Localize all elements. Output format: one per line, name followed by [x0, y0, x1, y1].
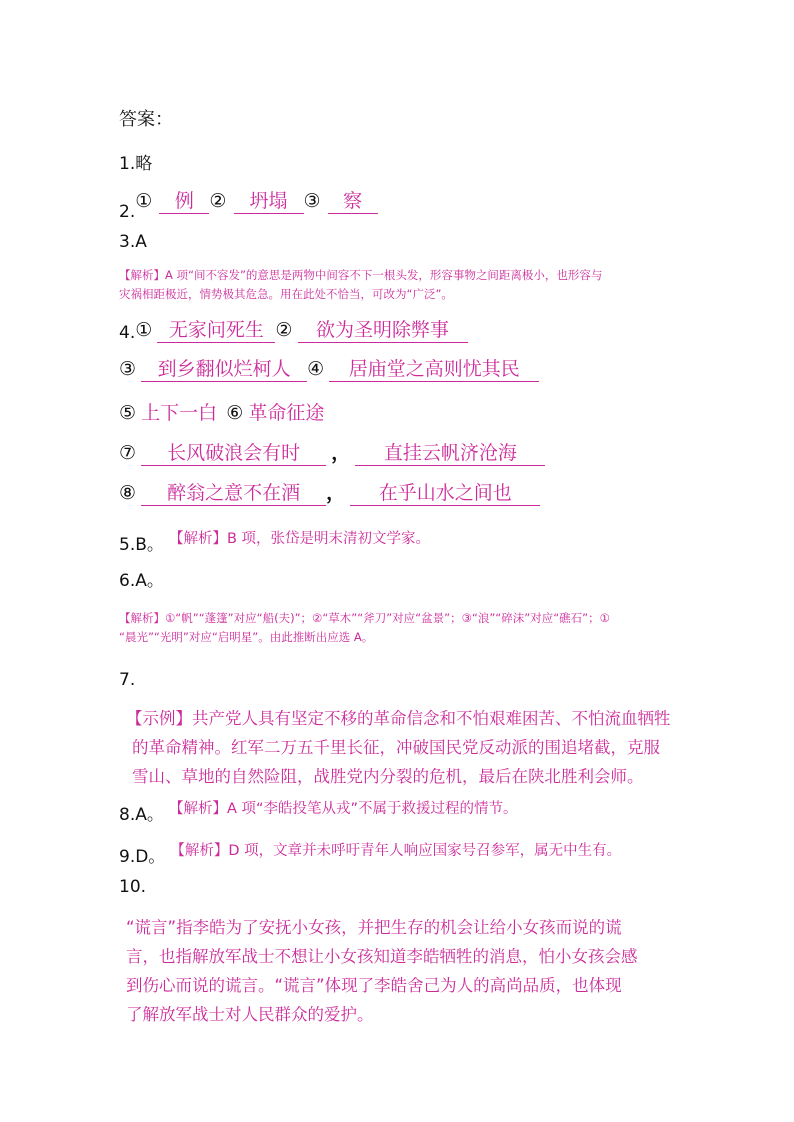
- q4-blank-8b: 在乎山水之间也: [350, 478, 540, 506]
- q4-comma-8: ，: [326, 482, 346, 504]
- q2-blank-1: 例: [159, 186, 209, 214]
- q4-blank-7b: 直挂云帆济沧海: [355, 438, 545, 466]
- q2-blank-3: 察: [328, 186, 378, 214]
- q3-analysis-line-2: 灾祸相距极近，情势极其危急。用在此处不恰当，可改为“广泛”。: [119, 287, 453, 301]
- q6-analysis-line-1: 【解析】①“帆”“蓬篷”对应“船(夫)”；②“草木”“斧刀”对应“盆景”；③“浪”“碎沫”对应“礁石”；①: [119, 611, 610, 625]
- q4-blank-7a: 长风破浪会有时: [141, 438, 326, 466]
- q4-blank-6: 革命征途: [248, 402, 325, 424]
- q2-circle-2: ②: [209, 190, 227, 212]
- q3-number: 3.A: [119, 232, 147, 252]
- q4-circle-5: ⑤: [119, 402, 137, 424]
- q4-number: 4.: [119, 323, 136, 343]
- q4-circle-1: ①: [135, 319, 153, 341]
- q4-comma-7: ，: [331, 442, 351, 464]
- q4-blank-5: 上下一白: [141, 402, 218, 424]
- q8-analysis: 【解析】A 项“李皓投笔从戎”不属于救援过程的情节。: [168, 801, 518, 817]
- q2-answer: [119, 186, 378, 222]
- q4-blank-1: 无家问死生: [157, 315, 275, 343]
- q4-blank-2: 欲为圣明除弊事: [298, 315, 468, 343]
- q9-answer: [119, 835, 622, 867]
- q6-number: 6.A。: [119, 571, 164, 591]
- q2-circle-3: ③: [303, 190, 321, 212]
- q2-circle-1: ①: [135, 190, 153, 212]
- q10-number: 10.: [119, 877, 147, 897]
- q4-circle-6: ⑥: [226, 402, 244, 424]
- q7-answer: [126, 704, 671, 791]
- q4-row-3: [119, 398, 324, 425]
- q3-analysis-line-1: 【解析】A 项“间不容发”的意思是两物中间容不下一根头发，形容事物之间距离极小，也形容与: [119, 268, 603, 282]
- q1-number: 1.: [119, 154, 136, 174]
- q4-circle-2: ②: [275, 319, 293, 341]
- q5-number: 5.B。: [119, 535, 164, 555]
- q4-circle-3: ③: [119, 358, 137, 380]
- q6-analysis-line-2: “晨光”“光明”对应“启明星”。由此推断出应选 A。: [119, 630, 374, 644]
- q5-answer: [119, 523, 431, 555]
- q7-line-2: 的革命精神。红军二万五千里长征，冲破国民党反动派的围追堵截，克服: [132, 738, 660, 757]
- q1-answer: [119, 149, 152, 174]
- q2-blank-2: 坍塌: [234, 186, 304, 214]
- q4-circle-8: ⑧: [119, 482, 137, 504]
- q6-analysis: [119, 609, 610, 647]
- q4-row-2: [119, 354, 539, 382]
- q10-line-2: 言，也指解放军战士不想让小女孩知道李皓牺牲的消息，怕小女孩会感: [126, 947, 638, 966]
- q4-row-5: [119, 478, 540, 506]
- q4-blank-4: 居庙堂之高则忧其民: [329, 354, 539, 382]
- q4-circle-7: ⑦: [119, 442, 137, 464]
- q10-line-3: 到伤心而说的谎言。“谎言”体现了李皓舍己为人的高尚品质，也体现: [126, 976, 622, 995]
- page-title: 答案：: [119, 109, 173, 130]
- q4-blank-8a: 醉翁之意不在酒: [141, 478, 326, 506]
- q10-line-4: 了解放军战士对人民群众的爱护。: [126, 1005, 374, 1024]
- q8-answer: [119, 793, 518, 825]
- q4-circle-4: ④: [307, 358, 325, 380]
- q1-text: 略: [135, 154, 153, 174]
- q7-line-1: 【示例】共产党人具有坚定不移的革命信念和不怕艰难困苦、不怕流血牺牲: [126, 709, 671, 728]
- q10-line-1: “谎言”指李皓为了安抚小女孩，并把生存的机会让给小女孩而说的谎: [126, 918, 622, 937]
- q2-number: 2.: [119, 202, 136, 222]
- q8-number: 8.A。: [119, 805, 164, 825]
- q10-answer: [126, 913, 638, 1029]
- q4-blank-3: 到乡翻似烂柯人: [141, 354, 307, 382]
- q5-analysis: 【解析】B 项，张岱是明末清初文学家。: [168, 531, 431, 547]
- q4-row-4: [119, 438, 545, 466]
- q4-row-1: [119, 315, 468, 343]
- q7-line-3: 雪山、草地的自然险阻，战胜党内分裂的危机，最后在陕北胜利会师。: [132, 767, 644, 786]
- q3-analysis: [119, 266, 602, 304]
- q9-number: 9.D。: [119, 847, 166, 867]
- q7-number: 7.: [119, 670, 136, 690]
- q9-analysis: 【解析】D 项，文章并未呼吁青年人响应国家号召参军，属无中生有。: [170, 843, 622, 859]
